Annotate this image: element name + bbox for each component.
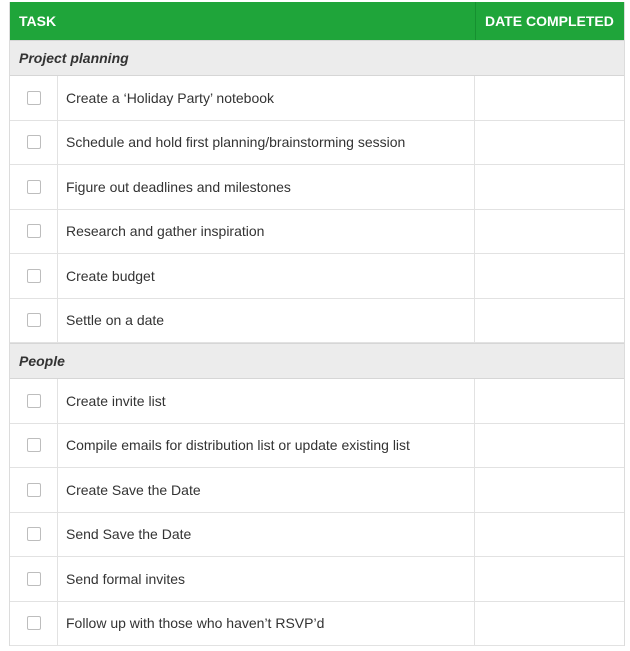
task-checkbox[interactable] — [27, 313, 41, 327]
task-label: Follow up with those who haven’t RSVP’d — [58, 602, 475, 646]
task-checkbox[interactable] — [27, 91, 41, 105]
table-header — [10, 2, 624, 40]
table-row — [10, 121, 624, 166]
date-completed-cell[interactable] — [475, 165, 624, 209]
task-checkbox[interactable] — [27, 394, 41, 408]
task-label: Create invite list — [58, 379, 475, 423]
table-row — [10, 210, 624, 255]
section-header-project-planning: Project planning — [10, 40, 624, 76]
table-row — [10, 379, 624, 424]
table-row — [10, 602, 624, 647]
date-completed-cell[interactable] — [475, 76, 624, 120]
date-completed-cell[interactable] — [475, 513, 624, 557]
date-completed-cell[interactable] — [475, 121, 624, 165]
task-label: Compile emails for distribution list or update existing list — [58, 424, 475, 468]
section-header-people: People — [10, 343, 624, 379]
date-completed-cell[interactable] — [475, 254, 624, 298]
task-label: Settle on a date — [58, 299, 475, 343]
task-checkbox[interactable] — [27, 269, 41, 283]
table-row — [10, 76, 624, 121]
task-checkbox[interactable] — [27, 135, 41, 149]
task-column-header: TASK — [19, 13, 57, 29]
task-checkbox[interactable] — [27, 224, 41, 238]
table-row — [10, 254, 624, 299]
task-label: Create a ‘Holiday Party’ notebook — [58, 76, 475, 120]
task-label: Send Save the Date — [58, 513, 475, 557]
task-checklist-table — [9, 2, 625, 646]
task-checkbox[interactable] — [27, 527, 41, 541]
date-completed-cell[interactable] — [475, 379, 624, 423]
date-completed-cell[interactable] — [475, 210, 624, 254]
task-label: Schedule and hold first planning/brainstorming session — [58, 121, 475, 165]
task-checkbox[interactable] — [27, 483, 41, 497]
task-label: Research and gather inspiration — [58, 210, 475, 254]
table-row — [10, 424, 624, 469]
task-label: Create budget — [58, 254, 475, 298]
date-completed-cell[interactable] — [475, 424, 624, 468]
task-label: Send formal invites — [58, 557, 475, 601]
table-row — [10, 165, 624, 210]
task-label: Figure out deadlines and milestones — [58, 165, 475, 209]
task-checkbox[interactable] — [27, 572, 41, 586]
date-completed-cell[interactable] — [475, 557, 624, 601]
task-checkbox[interactable] — [27, 616, 41, 630]
table-row — [10, 468, 624, 513]
date-completed-cell[interactable] — [475, 299, 624, 343]
date-completed-column-header: DATE COMPLETED — [475, 2, 624, 40]
table-row — [10, 513, 624, 558]
task-checkbox[interactable] — [27, 438, 41, 452]
table-row — [10, 557, 624, 602]
task-checkbox[interactable] — [27, 180, 41, 194]
table-row — [10, 299, 624, 344]
date-completed-cell[interactable] — [475, 602, 624, 646]
task-label: Create Save the Date — [58, 468, 475, 512]
date-completed-cell[interactable] — [475, 468, 624, 512]
